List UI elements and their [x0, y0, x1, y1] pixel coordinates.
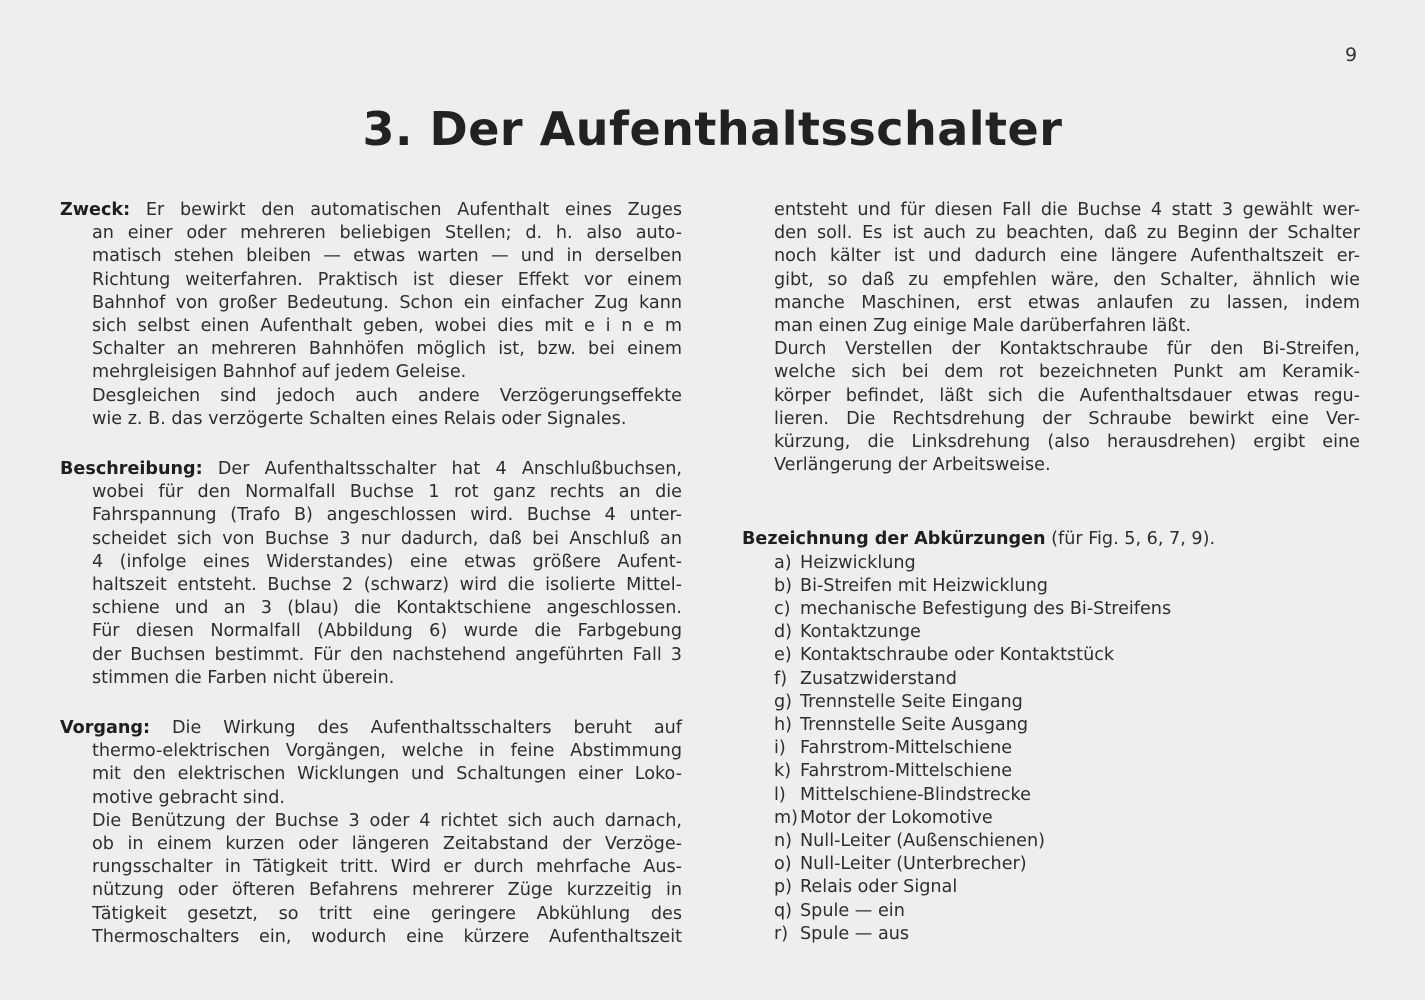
text-line: den soll. Es ist auch zu beachten, daß zu Beginn der Schalter [774, 223, 1360, 244]
list-item [774, 621, 1360, 644]
list-item-letter: o) [774, 854, 792, 875]
text-line: Für diesen Normalfall (Abbildung 6) wurde die Farbgebung [92, 621, 682, 642]
text-line: Desgleichen sind jedoch auch andere Verzögerungseffekte [92, 385, 682, 406]
list-item [774, 876, 1360, 899]
text-line: wie z. B. das verzögerte Schalten eines Relais oder Signales. [92, 408, 627, 429]
list-item-letter: h) [774, 715, 793, 736]
section-label: Zweck: [60, 200, 131, 220]
text-line: motive gebracht sind. [92, 787, 285, 808]
list-item [774, 830, 1360, 853]
abbreviations-section [742, 528, 1360, 946]
right-column [742, 199, 1360, 946]
list-item-letter: d) [774, 622, 793, 643]
list-item-text: Heizwicklung [800, 552, 916, 573]
list-item [774, 784, 1360, 807]
text-line: lieren. Die Rechtsdrehung der Schraube bewirkt eine Ver- [774, 408, 1360, 429]
list-item-text: Motor der Lokomotive [800, 807, 993, 828]
section-label: Vorgang: [60, 718, 151, 739]
text-line: Tätigkeit gesetzt, so tritt eine geringere Abkühlung des [92, 903, 682, 924]
section-label: Beschreibung: [60, 459, 203, 480]
list-item-letter: a) [774, 552, 792, 573]
text-line: der Buchsen bestimmt. Für den nachstehend angeführten Fall 3 [92, 644, 682, 665]
list-item-text: Fahrstrom-Mittelschiene [800, 761, 1013, 782]
text-line: man einen Zug einige Male darüberfahren läßt. [774, 316, 1192, 337]
text-line: Bahnhof von großer Bedeutung. Schon ein einfacher Zug kann [92, 292, 682, 313]
list-item-letter: n) [774, 831, 793, 852]
list-item-text: Spule — ein [800, 900, 905, 921]
list-item-letter: k) [774, 761, 792, 782]
list-item-text: Relais oder Signal [800, 877, 958, 898]
abbreviations-heading [742, 528, 1360, 551]
text-line: matisch stehen bleiben — etwas warten — und in derselben [92, 246, 682, 267]
text-line: Verlängerung der Arbeitsweise. [774, 455, 1051, 476]
list-item-letter: i) [774, 738, 786, 759]
text-line: körper befindet, läßt sich die Aufenthaltsdauer etwas regu- [774, 385, 1360, 406]
list-item-text: Mittelschiene-Blindstrecke [800, 784, 1031, 805]
text-line: wobei für den Normalfall Buchse 1 rot ganz rechts an die [92, 482, 682, 503]
list-item-letter: r) [774, 923, 789, 944]
list-item-text: mechanische Befestigung des Bi-Streifens [800, 599, 1172, 620]
text-line: thermo-elektrischen Vorgängen, welche in feine Abstimmung [92, 741, 682, 762]
abbreviations-label: Bezeichnung der Abkürzungen [742, 529, 1046, 550]
page-title: 3. Der Aufenthaltsschalter [362, 102, 1063, 156]
list-item [774, 668, 1360, 691]
list-item [774, 737, 1360, 760]
abbreviations-note: (für Fig. 5, 6, 7, 9). [1045, 529, 1216, 550]
text-line: ob in einem kurzen oder längeren Zeitabstand der Verzöge- [92, 834, 682, 855]
list-item [774, 644, 1360, 667]
list-item-text: Trennstelle Seite Ausgang [800, 715, 1029, 736]
list-item-text: Fahrstrom-Mittelschiene [800, 738, 1013, 759]
list-item-letter: q) [774, 900, 793, 921]
list-item [774, 760, 1360, 783]
list-item-letter: e) [774, 645, 792, 666]
text-line: mit den elektrischen Wicklungen und Schaltungen einer Loko- [92, 764, 682, 785]
list-item-text: Kontaktzunge [800, 622, 921, 643]
text-line: nützung oder öfteren Befahrens mehrerer Züge kurzzeitig in [92, 880, 682, 901]
page-number: 9 [1345, 44, 1358, 66]
text-line: scheidet sich von Buchse 3 nur dadurch, daß bei Anschluß an [92, 528, 682, 549]
text-line: Vorgang: Die Wirkung des Aufenthaltsschalters beruht auf [60, 718, 682, 739]
text-line: an einer oder mehreren beliebigen Stellen; d. h. also auto- [92, 223, 682, 244]
text-line: stimmen die Farben nicht überein. [92, 667, 395, 688]
list-item-letter: l) [774, 784, 786, 805]
text-line: gibt, so daß zu empfehlen wäre, den Schalter, ähnlich wie [774, 269, 1360, 290]
list-item [774, 900, 1360, 923]
text-line: 4 (infolge eines Widerstandes) eine etwas größere Aufent- [92, 551, 682, 572]
text-line: Schalter an mehreren Bahnhöfen möglich ist, bzw. bei einem [92, 339, 682, 360]
left-column [60, 199, 682, 949]
text-line: noch kälter ist und dadurch eine längere Aufenthaltszeit er- [774, 246, 1360, 267]
list-item-text: Zusatzwiderstand [800, 668, 957, 689]
abbreviations-list [742, 552, 1360, 946]
text-line: Richtung weiterfahren. Praktisch ist dieser Effekt vor einem [92, 269, 682, 290]
text-line: Thermoschalters ein, wodurch eine kürzere Aufenthaltszeit [92, 926, 682, 947]
section-zweck [60, 199, 682, 431]
list-item-letter: g) [774, 691, 793, 712]
list-item-text: Kontaktschraube oder Kontaktstück [800, 645, 1115, 666]
text-line: Durch Verstellen der Kontaktschraube für den Bi-Streifen, [774, 339, 1360, 360]
text-line: manche Maschinen, erst etwas anlaufen zu lassen, indem [774, 292, 1360, 313]
list-item-text: Null-Leiter (Außenschienen) [800, 831, 1045, 852]
list-item [774, 691, 1360, 714]
text-line: Die Benützung der Buchse 3 oder 4 richtet sich auch darnach, [92, 810, 682, 831]
list-item [774, 598, 1360, 621]
list-item-letter: p) [774, 877, 793, 898]
list-item [774, 853, 1360, 876]
list-item-text: Spule — aus [800, 923, 910, 944]
list-item-letter: m) [774, 807, 799, 828]
list-item-text: Null-Leiter (Unterbrecher) [800, 854, 1027, 875]
list-item-text: Bi-Streifen mit Heizwicklung [800, 575, 1048, 596]
text-line: Fahrspannung (Trafo B) angeschlossen wird. Buchse 4 unter- [92, 505, 682, 526]
text-line: entsteht und für diesen Fall die Buchse 4 statt 3 gewählt wer- [774, 200, 1360, 220]
text-line: Zweck: Er bewirkt den automatischen Aufenthalt eines Zuges [60, 200, 682, 220]
list-item [774, 923, 1360, 946]
text-line: schiene und an 3 (blau) die Kontaktschiene angeschlossen. [92, 598, 682, 619]
text-line: sich selbst einen Aufenthalt geben, wobei dies mit e i n e m [92, 316, 682, 337]
list-item [774, 807, 1360, 830]
list-item-letter: c) [774, 599, 791, 620]
list-item-text: Trennstelle Seite Eingang [800, 691, 1023, 712]
text-line: Beschreibung: Der Aufenthaltsschalter hat 4 Anschlußbuchsen, [60, 459, 682, 480]
section-beschreibung [60, 458, 682, 690]
list-item-letter: b) [774, 575, 793, 596]
text-line: rungsschalter in Tätigkeit tritt. Wird er durch mehrfache Aus- [92, 857, 682, 878]
list-item [774, 714, 1360, 737]
text-line: mehrgleisigen Bahnhof auf jedem Geleise. [92, 362, 467, 383]
list-item [774, 575, 1360, 598]
section-vorgang [60, 717, 682, 949]
text-line: welche sich bei dem rot bezeichneten Punkt am Keramik- [774, 362, 1360, 383]
list-item-letter: f) [774, 668, 788, 689]
text-line: kürzung, die Linksdrehung (also herausdrehen) ergibt eine [774, 432, 1360, 453]
section-continuation [742, 199, 1360, 477]
text-line: haltszeit entsteht. Buchse 2 (schwarz) wird die isolierte Mittel- [92, 575, 682, 596]
list-item [774, 552, 1360, 575]
